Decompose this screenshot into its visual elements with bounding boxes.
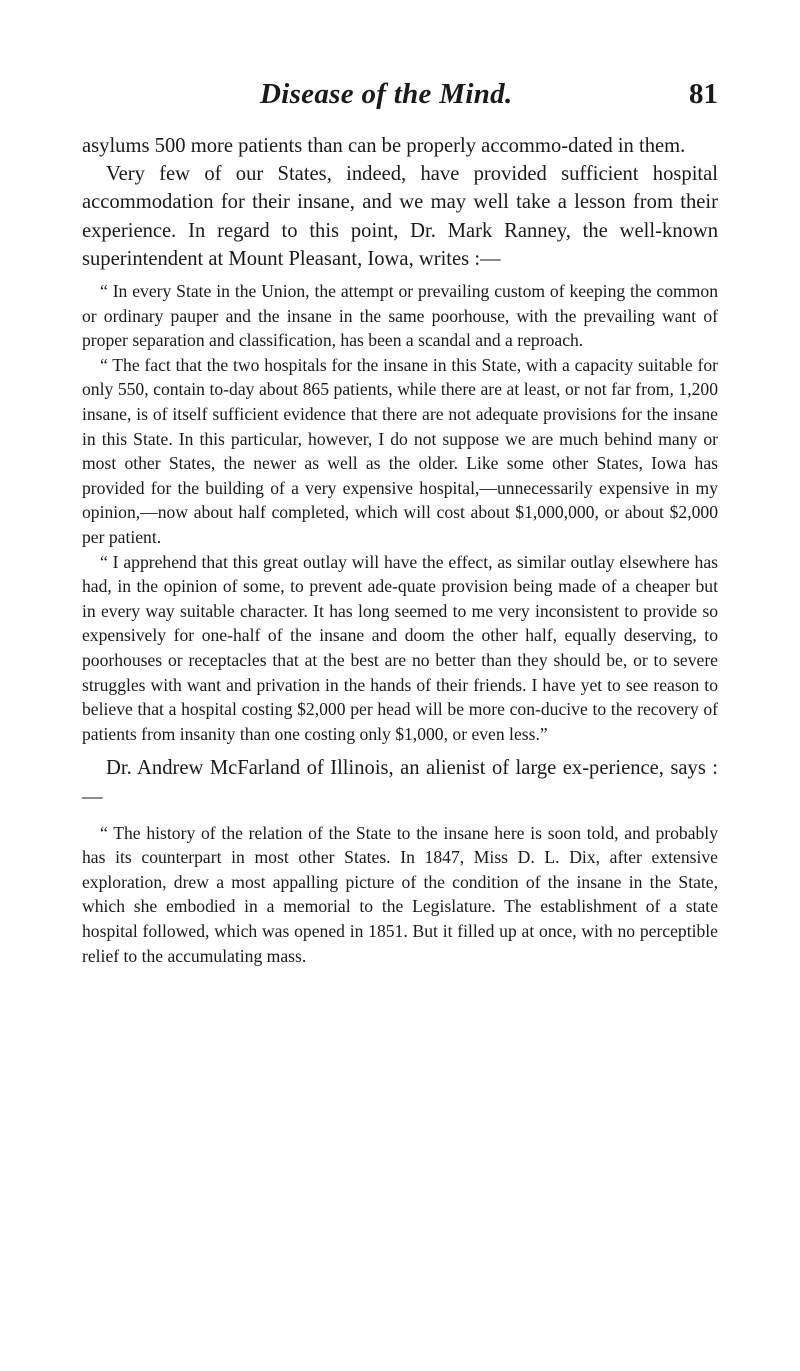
quote-mcfarland: “ The history of the relation of the State to the insane here is soon told, and probably has its counterpart in most other States. In 1847, Miss D. L. Dix, after extensive exploration, drew a most appalling picture of the condition of the insane in the State, which she embodied in a memorial to the Legislature. The establishment of a state hospital followed, which was opened in 1851. But it filled up at once, with no perceptible relief to the accumulating mass. bbox=[82, 822, 718, 966]
quote-ranney-2: “ The fact that the two hospitals for the insane in this State, with a capacity suitable for only 550, contain to-day about 865 patients, while there are at least, or not far from, 1,200 insane, is of itself sufficient evidence that there are not adequate provisions for the insane in this State. In this particular, however, I do not suppose we are much behind many or most other States, the newer as well as the older. Like some other States, Iowa has provided for the building of a very expensive hospital,—unnecessarily expensive in my opinion,—now about half completed, which will cost about $1,000,000, or about $2,000 per patient. bbox=[82, 354, 718, 547]
quote-ranney-1: “ In every State in the Union, the attempt or prevailing custom of keeping the common or ordinary pauper and the insane in the same poorhouse, with the prevailing want of proper separation and classification, has been a scandal and a reproach. bbox=[82, 281, 718, 351]
paragraph-ranney-intro: Very few of our States, indeed, have provided sufficient hospital accommodation for their insane, and we may well take a lesson from their experience. In regard to this point, Dr. Mark Ranney, the well-known superintendent at Mount Pleasant, Iowa, writes :— bbox=[82, 163, 718, 270]
running-title: Disease of the Mind. bbox=[260, 78, 513, 110]
book-page bbox=[82, 78, 718, 968]
page-number: 81 bbox=[689, 78, 718, 110]
paragraph-mcfarland-intro: Dr. Andrew McFarland of Illinois, an alienist of large ex-perience, says :— bbox=[82, 757, 718, 808]
running-head bbox=[82, 78, 718, 124]
quote-ranney-3: “ I apprehend that this great outlay will have the effect, as similar outlay elsewhere has had, in the opinion of some, to prevent ade-quate provision being made of a cheaper but in every way suitable character. It has long seemed to me very inconsistent to provide so expensively for one-half of the insane and doom the other half, equally deserving, to poorhouses or receptacles that at the best are no better than they should be, or to severe struggles with want and privation in the hands of their friends. I have yet to see reason to believe that a hospital costing $2,000 per head will be more con-ducive to the recovery of patients from insanity than one costing only $1,000, or even less.” bbox=[82, 551, 718, 744]
paragraph-continuation: asylums 500 more patients than can be properly accommo-dated in them. bbox=[82, 135, 686, 157]
